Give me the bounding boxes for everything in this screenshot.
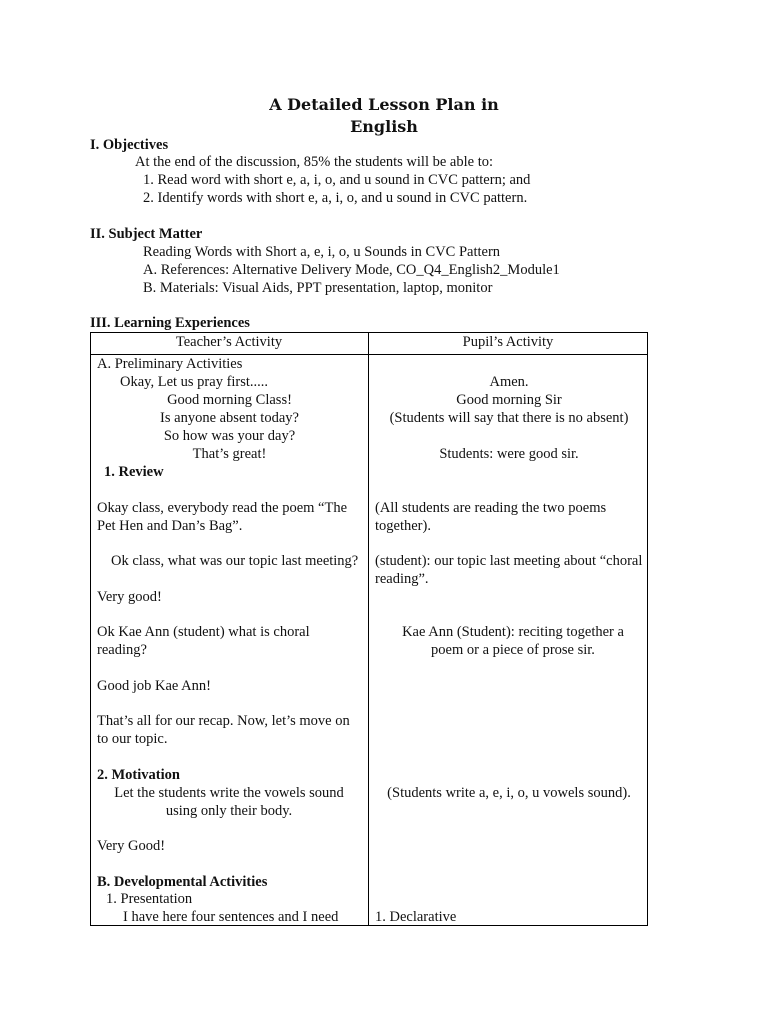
teacher-pray: Okay, Let us pray first..... — [120, 374, 269, 390]
pupil-reading-poems: (All students are reading the two poems together). — [375, 500, 607, 534]
subject-matter-references: A. References: Alternative Delivery Mode, CO_Q4_English2_Module1 — [143, 262, 560, 278]
objective-item-2: 2. Identify words with short e, a, i, o, and u sound in CVC pattern. — [143, 190, 528, 206]
teacher-greeting: Good morning Class! — [167, 392, 292, 408]
teacher-day-question: So how was your day? — [163, 428, 296, 444]
teacher-great: That’s great! — [192, 446, 267, 462]
subject-matter-topic: Reading Words with Short a, e, i, o, u Sounds in CVC Pattern — [143, 244, 501, 260]
pupil-no-absent: (Students will say that there is no absent) — [389, 410, 629, 426]
presentation-heading: 1. Presentation — [106, 891, 193, 907]
pupil-declarative: 1. Declarative — [375, 909, 457, 925]
document-title-line-2: English — [350, 117, 418, 136]
teacher-very-good: Very good! — [97, 589, 162, 605]
column-header-teacher: Teacher’s Activity — [175, 334, 283, 350]
teacher-very-good-2: Very Good! — [97, 838, 166, 854]
teacher-choral-question: Ok Kae Ann (student) what is choral reading? — [97, 624, 310, 658]
document-title-line-1: A Detailed Lesson Plan in — [269, 95, 499, 114]
review-heading: 1. Review — [104, 464, 164, 480]
pupil-topic-answer: (student): our topic last meeting about “choral reading”. — [375, 553, 643, 587]
teacher-poem-instruction: Okay class, everybody read the poem “The Pet Hen and Dan’s Bag”. — [97, 500, 348, 534]
pupil-amen: Amen. — [489, 374, 529, 390]
column-header-pupil: Pupil’s Activity — [462, 334, 554, 350]
subject-matter-materials: B. Materials: Visual Aids, PPT presentation, laptop, monitor — [143, 280, 493, 296]
pupil-were-good: Students: were good sir. — [439, 446, 579, 462]
teacher-recap: That’s all for our recap. Now, let’s move on to our topic. — [97, 713, 350, 747]
table-left-border — [90, 332, 91, 926]
teacher-motivation-text: Let the students write the vowels sound using only their body. — [114, 785, 344, 819]
teacher-topic-question: Ok class, what was our topic last meeting? — [111, 553, 359, 569]
teacher-absent-question: Is anyone absent today? — [160, 410, 299, 426]
subject-matter-heading: II. Subject Matter — [90, 226, 203, 242]
objectives-heading: I. Objectives — [90, 137, 169, 153]
pupil-choral-answer: Kae Ann (Student): reciting together a poem or a piece of prose sir. — [402, 624, 624, 658]
objectives-intro: At the end of the discussion, 85% the students will be able to: — [135, 154, 494, 170]
pupil-good-morning: Good morning Sir — [456, 392, 562, 408]
learning-experiences-heading: III. Learning Experiences — [90, 315, 250, 331]
objective-item-1: 1. Read word with short e, a, i, o, and u sound in CVC pattern; and — [143, 172, 531, 188]
teacher-preliminary: A. Preliminary Activities — [97, 356, 243, 372]
developmental-heading: B. Developmental Activities — [97, 874, 268, 890]
learning-experiences-table — [90, 332, 648, 926]
pupil-vowels: (Students write a, e, i, o, u vowels sound). — [387, 785, 631, 801]
motivation-heading: 2. Motivation — [97, 767, 180, 783]
teacher-good-job: Good job Kae Ann! — [97, 678, 211, 694]
table-column-divider — [368, 332, 369, 926]
table-right-border — [647, 332, 648, 926]
teacher-sentences: I have here four sentences and I need — [123, 909, 339, 925]
